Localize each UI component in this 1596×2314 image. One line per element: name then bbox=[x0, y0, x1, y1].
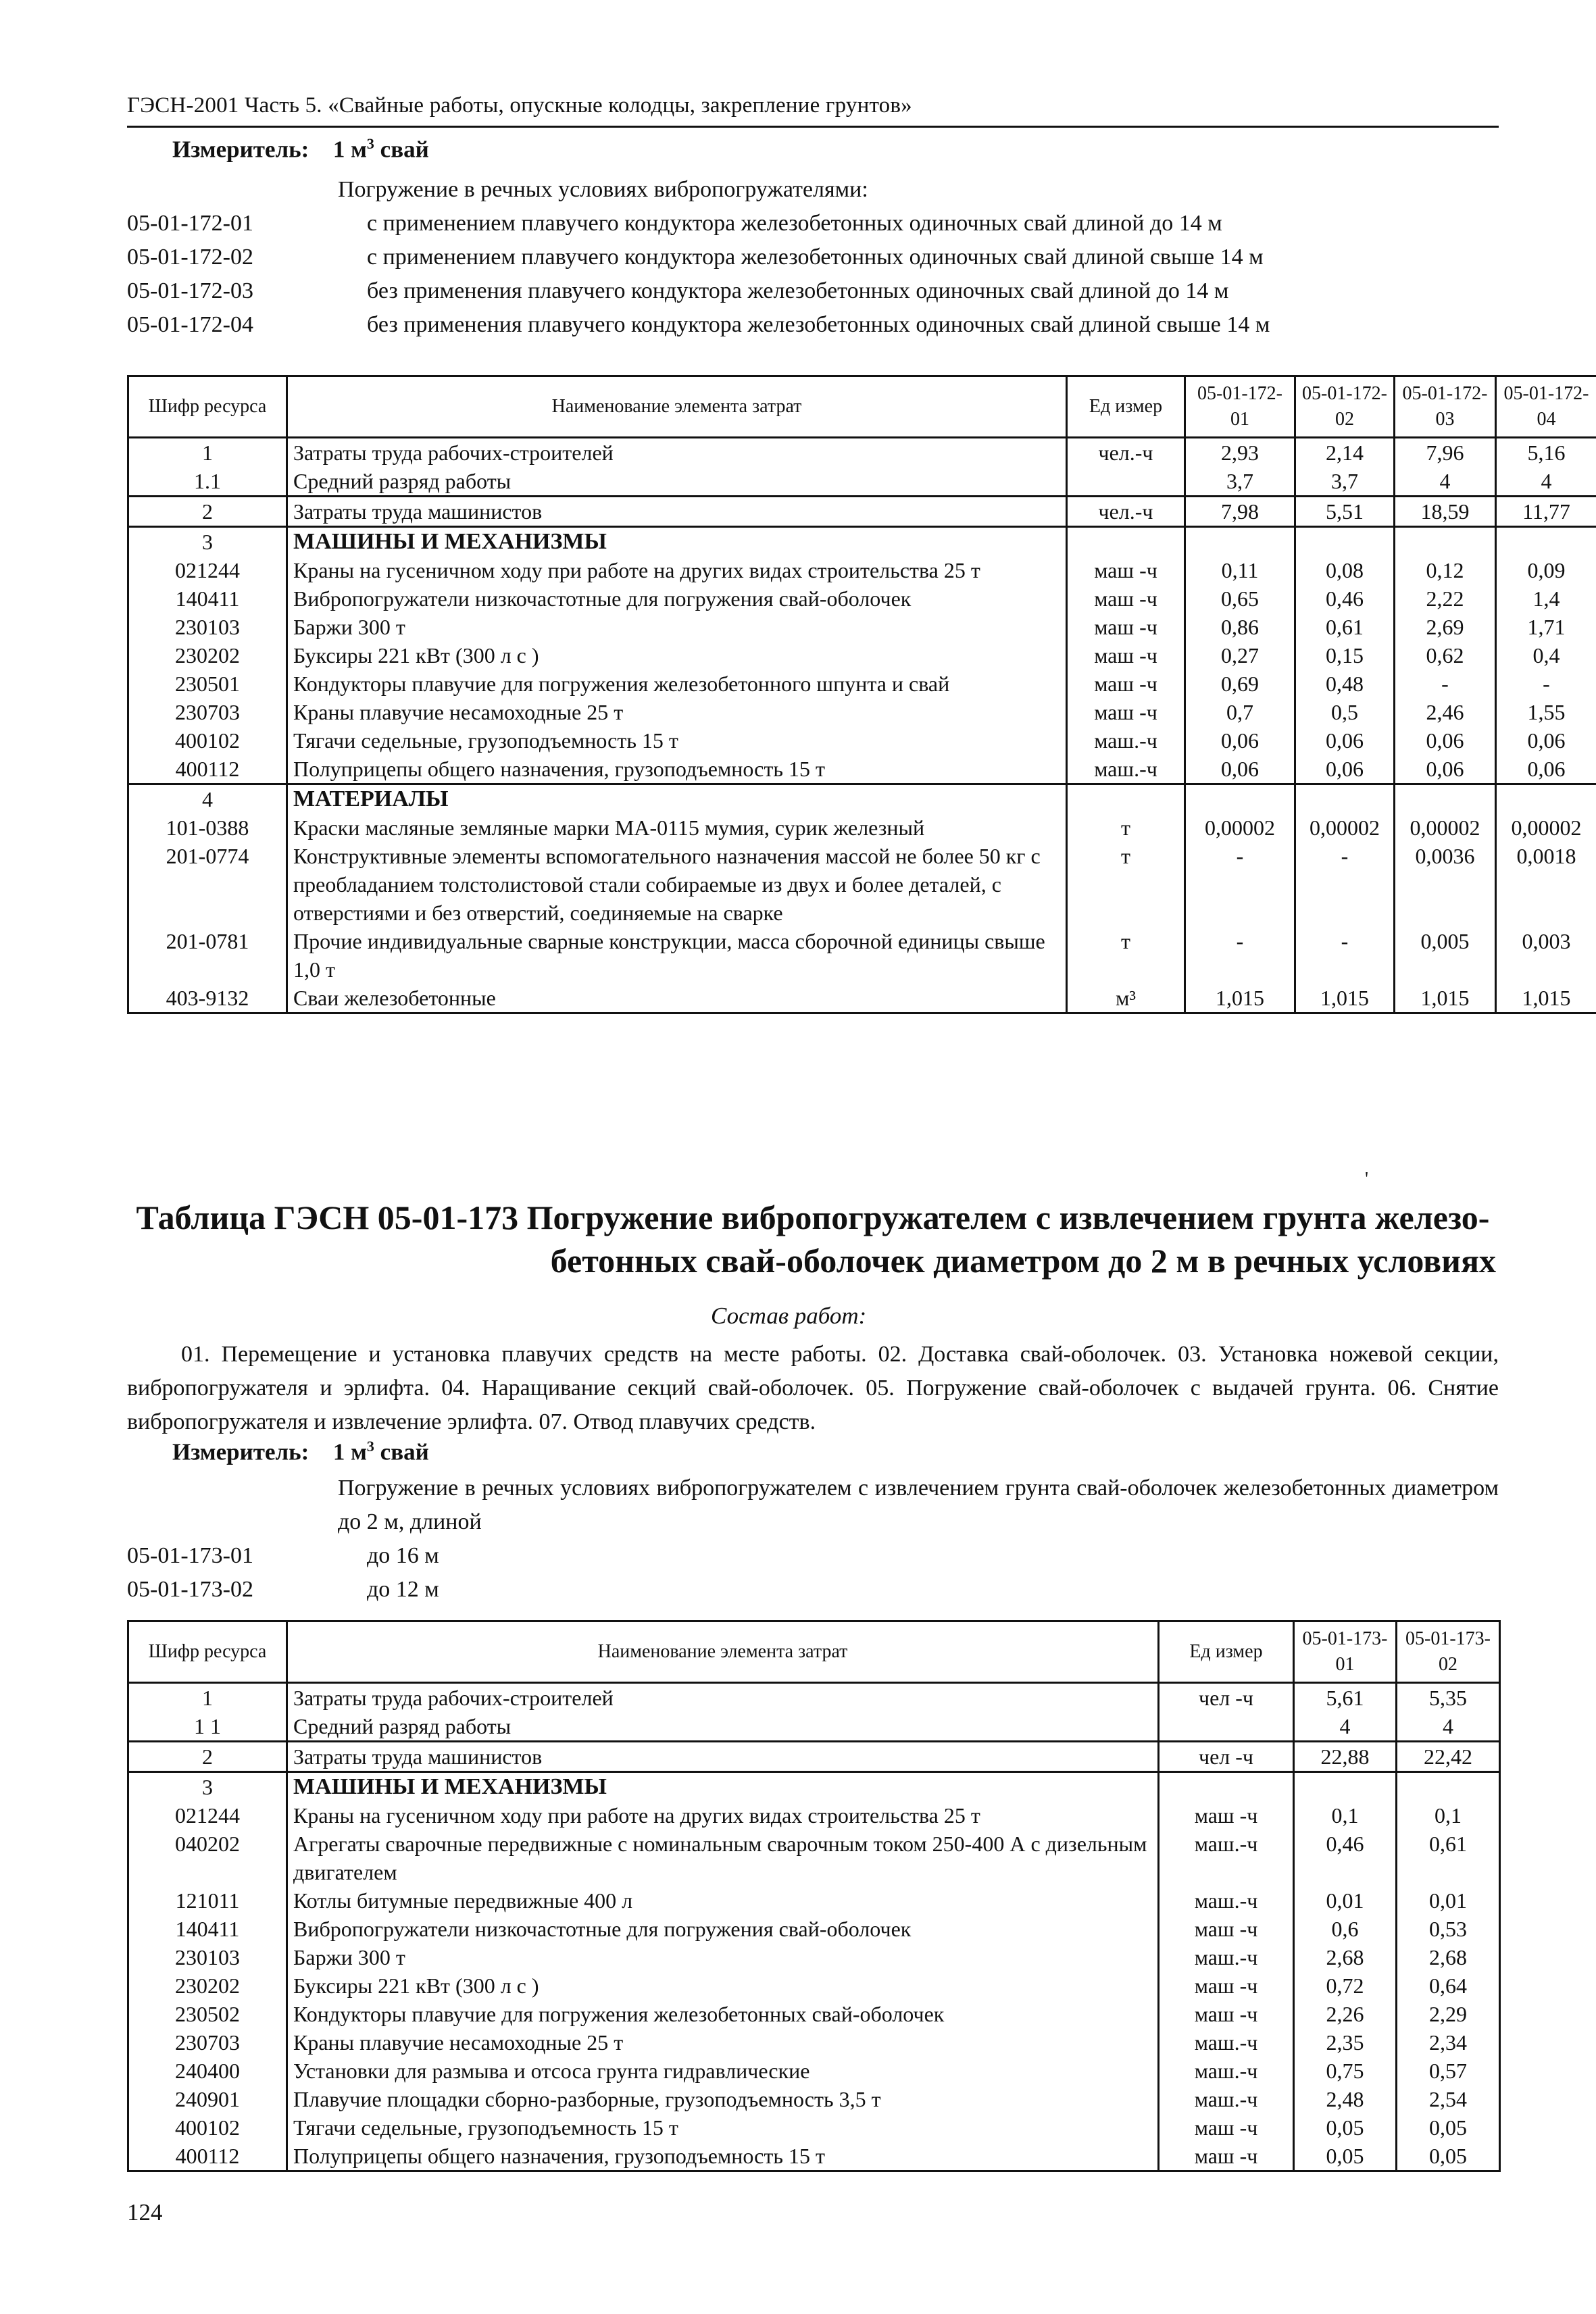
cell-code: 021244 bbox=[128, 1801, 287, 1830]
cell-value: 0,57 bbox=[1397, 2057, 1500, 2085]
cell-code: 1 bbox=[128, 438, 287, 468]
table-row bbox=[128, 2085, 1500, 2113]
cell-name: Тягачи седельные, грузоподъемность 15 т bbox=[287, 2113, 1159, 2142]
cell-value: 0,0036 bbox=[1395, 842, 1496, 927]
table-row bbox=[128, 527, 1596, 557]
cell-name: Конструктивные элементы вспомогательного назначения массой не более 50 кг с преобладанием толстолистовой стали собираемые из двух и более деталей, с отверстиями и без отверстий, соединяемые на сварке bbox=[287, 842, 1067, 927]
cell-unit: маш.-ч bbox=[1159, 2057, 1294, 2085]
sostav-label: Состав работ: bbox=[711, 1303, 867, 1329]
cell-value: 0,06 bbox=[1185, 726, 1295, 755]
cell-value: 22,88 bbox=[1294, 1742, 1397, 1772]
cell-code: 2 bbox=[128, 497, 287, 527]
running-header: ГЭСН-2001 Часть 5. «Свайные работы, опускные колодцы, закрепление грунтов» bbox=[127, 93, 912, 118]
cell-value: 0,06 bbox=[1395, 726, 1496, 755]
cell-value: 2,34 bbox=[1397, 2028, 1500, 2057]
table-row bbox=[128, 726, 1596, 755]
cell-value: 2,35 bbox=[1294, 2028, 1397, 2057]
cell-unit: маш.-ч bbox=[1159, 1886, 1294, 1915]
cell-name: Агрегаты сварочные передвижные с номинальным сварочным током 250-400 А с дизельным двигателем bbox=[287, 1830, 1159, 1886]
code-item-desc: с применением плавучего кондуктора железобетонных одиночных свай длиной до 14 м bbox=[367, 211, 1222, 236]
code-item bbox=[127, 207, 1499, 241]
table-173-title bbox=[127, 1196, 1499, 1282]
table-row bbox=[128, 813, 1596, 842]
code-item bbox=[127, 274, 1499, 308]
cell-code: 121011 bbox=[128, 1886, 287, 1915]
cell-unit: маш -ч bbox=[1159, 1801, 1294, 1830]
code-list-172 bbox=[127, 207, 1499, 342]
cell-value: 11,77 bbox=[1496, 497, 1596, 527]
cell-code: 201-0781 bbox=[128, 927, 287, 984]
col-v2: 05-01-173-02 bbox=[1397, 1621, 1500, 1683]
cell-code: 400112 bbox=[128, 2142, 287, 2171]
col-v3: 05-01-172-03 bbox=[1395, 376, 1496, 438]
cell-name: Тягачи седельные, грузоподъемность 15 т bbox=[287, 726, 1067, 755]
cell-value: 1,015 bbox=[1496, 984, 1596, 1013]
cell-value: 0,05 bbox=[1397, 2142, 1500, 2171]
cell-unit: т bbox=[1067, 927, 1185, 984]
cell-value: 0,4 bbox=[1496, 641, 1596, 670]
cell-code: 240901 bbox=[128, 2085, 287, 2113]
cell-name: Полуприцепы общего назначения, грузоподъемность 15 т bbox=[287, 755, 1067, 784]
cell-code: 4 bbox=[128, 784, 287, 814]
cell-value: 0,69 bbox=[1185, 670, 1295, 698]
meter-sup: 3 bbox=[366, 1438, 374, 1455]
intro-173: Погружение в речных условиях вибропогружателем с извлечением грунта свай-оболочек железобетонных диаметром до 2 м, длиной bbox=[338, 1476, 1499, 1534]
table-row bbox=[128, 584, 1596, 613]
cell-value: 0,65 bbox=[1185, 584, 1295, 613]
cell-value: 2,22 bbox=[1395, 584, 1496, 613]
cell-unit: м³ bbox=[1067, 984, 1185, 1013]
code-item bbox=[127, 241, 1499, 274]
cell-name: Баржи 300 т bbox=[287, 1943, 1159, 1971]
table-row bbox=[128, 670, 1596, 698]
cell-name: Краны плавучие несамоходные 25 т bbox=[287, 698, 1067, 726]
cell-value: 2,29 bbox=[1397, 2000, 1500, 2028]
cell-name: Краски масляные земляные марки МА-0115 мумия, сурик железный bbox=[287, 813, 1067, 842]
code-item-code: 05-01-172-03 bbox=[127, 278, 253, 303]
code-item-desc: без применения плавучего кондуктора железобетонных одиночных свай длиной до 14 м bbox=[367, 278, 1229, 303]
cell-value: 1,015 bbox=[1295, 984, 1395, 1013]
cell-value: 0,1 bbox=[1397, 1801, 1500, 1830]
cell-unit: маш.-ч bbox=[1159, 1830, 1294, 1886]
cell-name: Средний разряд работы bbox=[287, 467, 1067, 497]
cell-name: Средний разряд работы bbox=[287, 1712, 1159, 1742]
cell-value: 0,7 bbox=[1185, 698, 1295, 726]
meter-tail: свай bbox=[374, 136, 429, 163]
cell-unit: т bbox=[1067, 813, 1185, 842]
cell-value: 0,11 bbox=[1185, 556, 1295, 584]
cell-name: Затраты труда машинистов bbox=[287, 497, 1067, 527]
cell-value: - bbox=[1185, 927, 1295, 984]
cell-value: 0,15 bbox=[1295, 641, 1395, 670]
table-row bbox=[128, 1801, 1500, 1830]
table-row bbox=[128, 2142, 1500, 2171]
col-name: Наименование элемента затрат bbox=[287, 1621, 1159, 1683]
col-code: Шифр ресурса bbox=[128, 376, 287, 438]
cell-unit: маш.-ч bbox=[1159, 1943, 1294, 1971]
cell-value: 0,86 bbox=[1185, 613, 1295, 641]
cell-value: 0,46 bbox=[1294, 1830, 1397, 1886]
code-item-desc: до 12 м bbox=[367, 1577, 439, 1602]
cell-value: 2,93 bbox=[1185, 438, 1295, 468]
cell-value: 4 bbox=[1397, 1712, 1500, 1742]
cost-table-172 bbox=[127, 375, 1596, 1014]
cell-value: 1,55 bbox=[1496, 698, 1596, 726]
table-row bbox=[128, 497, 1596, 527]
table-row bbox=[128, 1772, 1500, 1802]
cell-code: 3 bbox=[128, 1772, 287, 1802]
cell-code: 101-0388 bbox=[128, 813, 287, 842]
table-row bbox=[128, 1712, 1500, 1742]
code-item-code: 05-01-172-01 bbox=[127, 211, 253, 236]
cell-name: Прочие индивидуальные сварные конструкции, масса сборочной единицы свыше 1,0 т bbox=[287, 927, 1067, 984]
cell-code: 400102 bbox=[128, 726, 287, 755]
cell-name: Вибропогружатели низкочастотные для погружения свай-оболочек bbox=[287, 1915, 1159, 1943]
table-row bbox=[128, 556, 1596, 584]
cell-unit bbox=[1067, 784, 1185, 814]
cell-value bbox=[1496, 784, 1596, 814]
table-row bbox=[128, 927, 1596, 984]
cell-name: МАШИНЫ И МЕХАНИЗМЫ bbox=[287, 1772, 1159, 1802]
table-row bbox=[128, 467, 1596, 497]
table-row bbox=[128, 2000, 1500, 2028]
table-row bbox=[128, 1915, 1500, 1943]
table-header-row bbox=[128, 1621, 1500, 1683]
cell-value: 0,62 bbox=[1395, 641, 1496, 670]
stray-mark: ' bbox=[1365, 1169, 1369, 1190]
cell-unit: маш -ч bbox=[1159, 2000, 1294, 2028]
code-item-code: 05-01-173-01 bbox=[127, 1543, 253, 1568]
cell-value: 0,46 bbox=[1295, 584, 1395, 613]
cell-name: Кондукторы плавучие для погружения железобетонного шпунта и свай bbox=[287, 670, 1067, 698]
title-line-1: Таблица ГЭСН 05-01-173 Погружение вибропогружателем с извлечением грунта железо- bbox=[136, 1199, 1490, 1236]
cell-name: Котлы битумные передвижные 400 л bbox=[287, 1886, 1159, 1915]
cell-code: 230103 bbox=[128, 613, 287, 641]
table-row bbox=[128, 613, 1596, 641]
cell-unit: чел -ч bbox=[1159, 1742, 1294, 1772]
cell-code: 021244 bbox=[128, 556, 287, 584]
table-row bbox=[128, 1943, 1500, 1971]
cell-value: 0,27 bbox=[1185, 641, 1295, 670]
cell-value: 0,64 bbox=[1397, 1971, 1500, 2000]
cell-name: Краны плавучие несамоходные 25 т bbox=[287, 2028, 1159, 2057]
table-row bbox=[128, 641, 1596, 670]
cell-value: 0,61 bbox=[1295, 613, 1395, 641]
cell-name: Баржи 300 т bbox=[287, 613, 1067, 641]
table-row bbox=[128, 1971, 1500, 2000]
col-unit: Ед измер bbox=[1067, 376, 1185, 438]
table-row bbox=[128, 984, 1596, 1013]
table-row bbox=[128, 1683, 1500, 1713]
header-rule bbox=[127, 126, 1499, 128]
cell-code: 230202 bbox=[128, 1971, 287, 2000]
intro-172: Погружение в речных условиях вибропогружателями: bbox=[338, 177, 868, 202]
cell-code: 240400 bbox=[128, 2057, 287, 2085]
cell-unit: маш.-ч bbox=[1159, 2085, 1294, 2113]
table-row bbox=[128, 1742, 1500, 1772]
cell-value: 0,00002 bbox=[1395, 813, 1496, 842]
cell-value: - bbox=[1496, 670, 1596, 698]
cell-value: 1,4 bbox=[1496, 584, 1596, 613]
code-item-desc: с применением плавучего кондуктора железобетонных одиночных свай длиной свыше 14 м bbox=[367, 245, 1264, 270]
table-row bbox=[128, 842, 1596, 927]
cell-name: Затраты труда рабочих-строителей bbox=[287, 438, 1067, 468]
cell-unit: маш.-ч bbox=[1159, 2028, 1294, 2057]
cell-code: 040202 bbox=[128, 1830, 287, 1886]
cell-unit: маш -ч bbox=[1159, 2113, 1294, 2142]
cell-value: 0,72 bbox=[1294, 1971, 1397, 2000]
table-row bbox=[128, 755, 1596, 784]
cell-unit: чел.-ч bbox=[1067, 438, 1185, 468]
cell-value: 3,7 bbox=[1185, 467, 1295, 497]
cell-name: Затраты труда рабочих-строителей bbox=[287, 1683, 1159, 1713]
cell-value: 18,59 bbox=[1395, 497, 1496, 527]
cell-value: 0,06 bbox=[1496, 755, 1596, 784]
meter-line-172 bbox=[172, 135, 429, 164]
cell-code: 230202 bbox=[128, 641, 287, 670]
cell-value bbox=[1395, 784, 1496, 814]
cell-value: 0,06 bbox=[1295, 755, 1395, 784]
code-item bbox=[127, 1539, 803, 1573]
cell-value: 3,7 bbox=[1295, 467, 1395, 497]
meter-line-173 bbox=[172, 1438, 429, 1466]
col-unit: Ед измер bbox=[1159, 1621, 1294, 1683]
cell-code: 2 bbox=[128, 1742, 287, 1772]
cell-unit: маш -ч bbox=[1159, 1915, 1294, 1943]
cell-code: 140411 bbox=[128, 584, 287, 613]
cell-unit bbox=[1159, 1712, 1294, 1742]
code-item-desc: без применения плавучего кондуктора железобетонных одиночных свай длиной свыше 14 м bbox=[367, 312, 1270, 337]
cell-value: 0,06 bbox=[1395, 755, 1496, 784]
cell-value: - bbox=[1185, 842, 1295, 927]
cell-code: 230103 bbox=[128, 1943, 287, 1971]
meter-tail: свай bbox=[374, 1438, 429, 1465]
cell-code: 1 1 bbox=[128, 1712, 287, 1742]
cell-name: Сваи железобетонные bbox=[287, 984, 1067, 1013]
code-item-desc: до 16 м bbox=[367, 1543, 439, 1568]
cell-value: 2,68 bbox=[1294, 1943, 1397, 1971]
cell-value: 2,48 bbox=[1294, 2085, 1397, 2113]
code-item bbox=[127, 1573, 803, 1607]
cell-name: Плавучие площадки сборно-разборные, грузоподъемность 3,5 т bbox=[287, 2085, 1159, 2113]
cell-code: 403-9132 bbox=[128, 984, 287, 1013]
table-header-row bbox=[128, 376, 1596, 438]
cell-name: Буксиры 221 кВт (300 л с ) bbox=[287, 641, 1067, 670]
cell-value bbox=[1185, 784, 1295, 814]
cell-name: Краны на гусеничном ходу при работе на других видах строительства 25 т bbox=[287, 1801, 1159, 1830]
cell-value bbox=[1397, 1772, 1500, 1802]
cell-value: 0,06 bbox=[1295, 726, 1395, 755]
cell-value bbox=[1295, 527, 1395, 557]
cell-unit: маш -ч bbox=[1067, 698, 1185, 726]
cell-name: МАТЕРИАЛЫ bbox=[287, 784, 1067, 814]
cell-value: 4 bbox=[1395, 467, 1496, 497]
col-name: Наименование элемента затрат bbox=[287, 376, 1067, 438]
cell-value: 7,98 bbox=[1185, 497, 1295, 527]
cell-code: 3 bbox=[128, 527, 287, 557]
cell-code: 400102 bbox=[128, 2113, 287, 2142]
table-row bbox=[128, 698, 1596, 726]
cell-value: 0,01 bbox=[1397, 1886, 1500, 1915]
cost-table-173 bbox=[127, 1620, 1501, 2172]
cell-value bbox=[1496, 527, 1596, 557]
cell-name: МАШИНЫ И МЕХАНИЗМЫ bbox=[287, 527, 1067, 557]
col-v1: 05-01-172-01 bbox=[1185, 376, 1295, 438]
cell-value: 0,00002 bbox=[1185, 813, 1295, 842]
cell-name: Кондукторы плавучие для погружения железобетонных свай-оболочек bbox=[287, 2000, 1159, 2028]
cell-unit: маш -ч bbox=[1159, 1971, 1294, 2000]
code-item-code: 05-01-172-02 bbox=[127, 245, 253, 270]
cell-code: 400112 bbox=[128, 755, 287, 784]
cell-value: 5,61 bbox=[1294, 1683, 1397, 1713]
cell-code: 1.1 bbox=[128, 467, 287, 497]
cell-value: - bbox=[1395, 670, 1496, 698]
cell-value: 0,003 bbox=[1496, 927, 1596, 984]
code-list-173 bbox=[127, 1539, 803, 1607]
cell-value: 5,51 bbox=[1295, 497, 1395, 527]
cell-name: Установки для размыва и отсоса грунта гидравлические bbox=[287, 2057, 1159, 2085]
cell-value: 1,71 bbox=[1496, 613, 1596, 641]
cell-value: 2,68 bbox=[1397, 1943, 1500, 1971]
col-v1: 05-01-173-01 bbox=[1294, 1621, 1397, 1683]
cell-value: 0,005 bbox=[1395, 927, 1496, 984]
cell-code: 230502 bbox=[128, 2000, 287, 2028]
cell-value: 0,75 bbox=[1294, 2057, 1397, 2085]
cell-name: Буксиры 221 кВт (300 л с ) bbox=[287, 1971, 1159, 2000]
cell-value: 1,015 bbox=[1185, 984, 1295, 1013]
cell-code: 1 bbox=[128, 1683, 287, 1713]
cell-value: 4 bbox=[1294, 1712, 1397, 1742]
meter-label: Измеритель: bbox=[172, 136, 309, 163]
cell-unit: маш -ч bbox=[1067, 556, 1185, 584]
code-item bbox=[127, 308, 1499, 342]
cell-name: Вибропогружатели низкочастотные для погружения свай-оболочек bbox=[287, 584, 1067, 613]
table-row bbox=[128, 1830, 1500, 1886]
cell-value: 0,1 bbox=[1294, 1801, 1397, 1830]
title-line-2: бетонных свай-оболочек диаметром до 2 м в речных условиях bbox=[550, 1242, 1496, 1280]
meter-unit: 1 м bbox=[332, 136, 367, 163]
cell-value: 4 bbox=[1496, 467, 1596, 497]
cell-name: Краны на гусеничном ходу при работе на других видах строительства 25 т bbox=[287, 556, 1067, 584]
cell-value bbox=[1295, 784, 1395, 814]
cell-unit bbox=[1159, 1772, 1294, 1802]
cell-code: 140411 bbox=[128, 1915, 287, 1943]
cell-value: 0,53 bbox=[1397, 1915, 1500, 1943]
cell-value: 0,61 bbox=[1397, 1830, 1500, 1886]
cell-unit: маш -ч bbox=[1067, 670, 1185, 698]
cell-unit: маш -ч bbox=[1067, 584, 1185, 613]
cell-value: 0,48 bbox=[1295, 670, 1395, 698]
cell-value: 2,26 bbox=[1294, 2000, 1397, 2028]
table-row bbox=[128, 2057, 1500, 2085]
cell-value: 0,05 bbox=[1294, 2113, 1397, 2142]
table-row bbox=[128, 1886, 1500, 1915]
col-v2: 05-01-172-02 bbox=[1295, 376, 1395, 438]
cell-value: 2,69 bbox=[1395, 613, 1496, 641]
cell-value: 0,08 bbox=[1295, 556, 1395, 584]
cell-unit: маш.-ч bbox=[1067, 755, 1185, 784]
cell-value: 0,00002 bbox=[1295, 813, 1395, 842]
cell-name: Затраты труда машинистов bbox=[287, 1742, 1159, 1772]
cell-value: 0,06 bbox=[1496, 726, 1596, 755]
meter-unit: 1 м bbox=[332, 1438, 367, 1465]
cell-value: - bbox=[1295, 927, 1395, 984]
cell-value: 0,06 bbox=[1185, 755, 1295, 784]
cell-unit: маш -ч bbox=[1159, 2142, 1294, 2171]
cell-value: 0,12 bbox=[1395, 556, 1496, 584]
cell-value: 2,14 bbox=[1295, 438, 1395, 468]
cell-value bbox=[1185, 527, 1295, 557]
cell-value: 0,6 bbox=[1294, 1915, 1397, 1943]
cell-code: 230703 bbox=[128, 2028, 287, 2057]
cell-value: 0,0018 bbox=[1496, 842, 1596, 927]
cell-value: - bbox=[1295, 842, 1395, 927]
cell-unit: маш -ч bbox=[1067, 613, 1185, 641]
cell-value: 1,015 bbox=[1395, 984, 1496, 1013]
cell-value: 0,05 bbox=[1294, 2142, 1397, 2171]
cell-unit: чел -ч bbox=[1159, 1683, 1294, 1713]
code-item-code: 05-01-172-04 bbox=[127, 312, 253, 337]
cell-value: 0,09 bbox=[1496, 556, 1596, 584]
cell-code: 201-0774 bbox=[128, 842, 287, 927]
cell-value: 5,16 bbox=[1496, 438, 1596, 468]
cell-value: 7,96 bbox=[1395, 438, 1496, 468]
cell-value: 0,01 bbox=[1294, 1886, 1397, 1915]
cell-name: Полуприцепы общего назначения, грузоподъемность 15 т bbox=[287, 2142, 1159, 2171]
cell-value: 0,5 bbox=[1295, 698, 1395, 726]
cell-value: 5,35 bbox=[1397, 1683, 1500, 1713]
cell-unit bbox=[1067, 467, 1185, 497]
cell-unit bbox=[1067, 527, 1185, 557]
cell-value: 0,00002 bbox=[1496, 813, 1596, 842]
cell-value bbox=[1294, 1772, 1397, 1802]
cell-value: 22,42 bbox=[1397, 1742, 1500, 1772]
cell-unit: маш -ч bbox=[1067, 641, 1185, 670]
cell-value bbox=[1395, 527, 1496, 557]
cell-value: 2,46 bbox=[1395, 698, 1496, 726]
cell-unit: маш.-ч bbox=[1067, 726, 1185, 755]
page-number: 124 bbox=[127, 2199, 163, 2225]
cell-unit: т bbox=[1067, 842, 1185, 927]
table-row bbox=[128, 784, 1596, 814]
sostav-text: 01. Перемещение и установка плавучих средств на месте работы. 02. Доставка свай-оболочек. 03. Установка ножевой секции, вибропогружателя и эрлифта. 04. Наращивание секций свай-оболочек. 05. Погружение свай-оболочек с выдачей грунта. 06. Снятие вибропогружателя и извлечение эрлифта. 07. Отвод плавучих средств. bbox=[127, 1342, 1499, 1434]
cell-unit: чел.-ч bbox=[1067, 497, 1185, 527]
table-row bbox=[128, 438, 1596, 468]
col-code: Шифр ресурса bbox=[128, 1621, 287, 1683]
meter-label: Измеритель: bbox=[172, 1438, 309, 1465]
cell-code: 230501 bbox=[128, 670, 287, 698]
table-row bbox=[128, 2028, 1500, 2057]
table-row bbox=[128, 2113, 1500, 2142]
col-v4: 05-01-172-04 bbox=[1496, 376, 1596, 438]
cell-value: 2,54 bbox=[1397, 2085, 1500, 2113]
cell-code: 230703 bbox=[128, 698, 287, 726]
cell-value: 0,05 bbox=[1397, 2113, 1500, 2142]
meter-sup: 3 bbox=[366, 135, 374, 152]
code-item-code: 05-01-173-02 bbox=[127, 1577, 253, 1602]
